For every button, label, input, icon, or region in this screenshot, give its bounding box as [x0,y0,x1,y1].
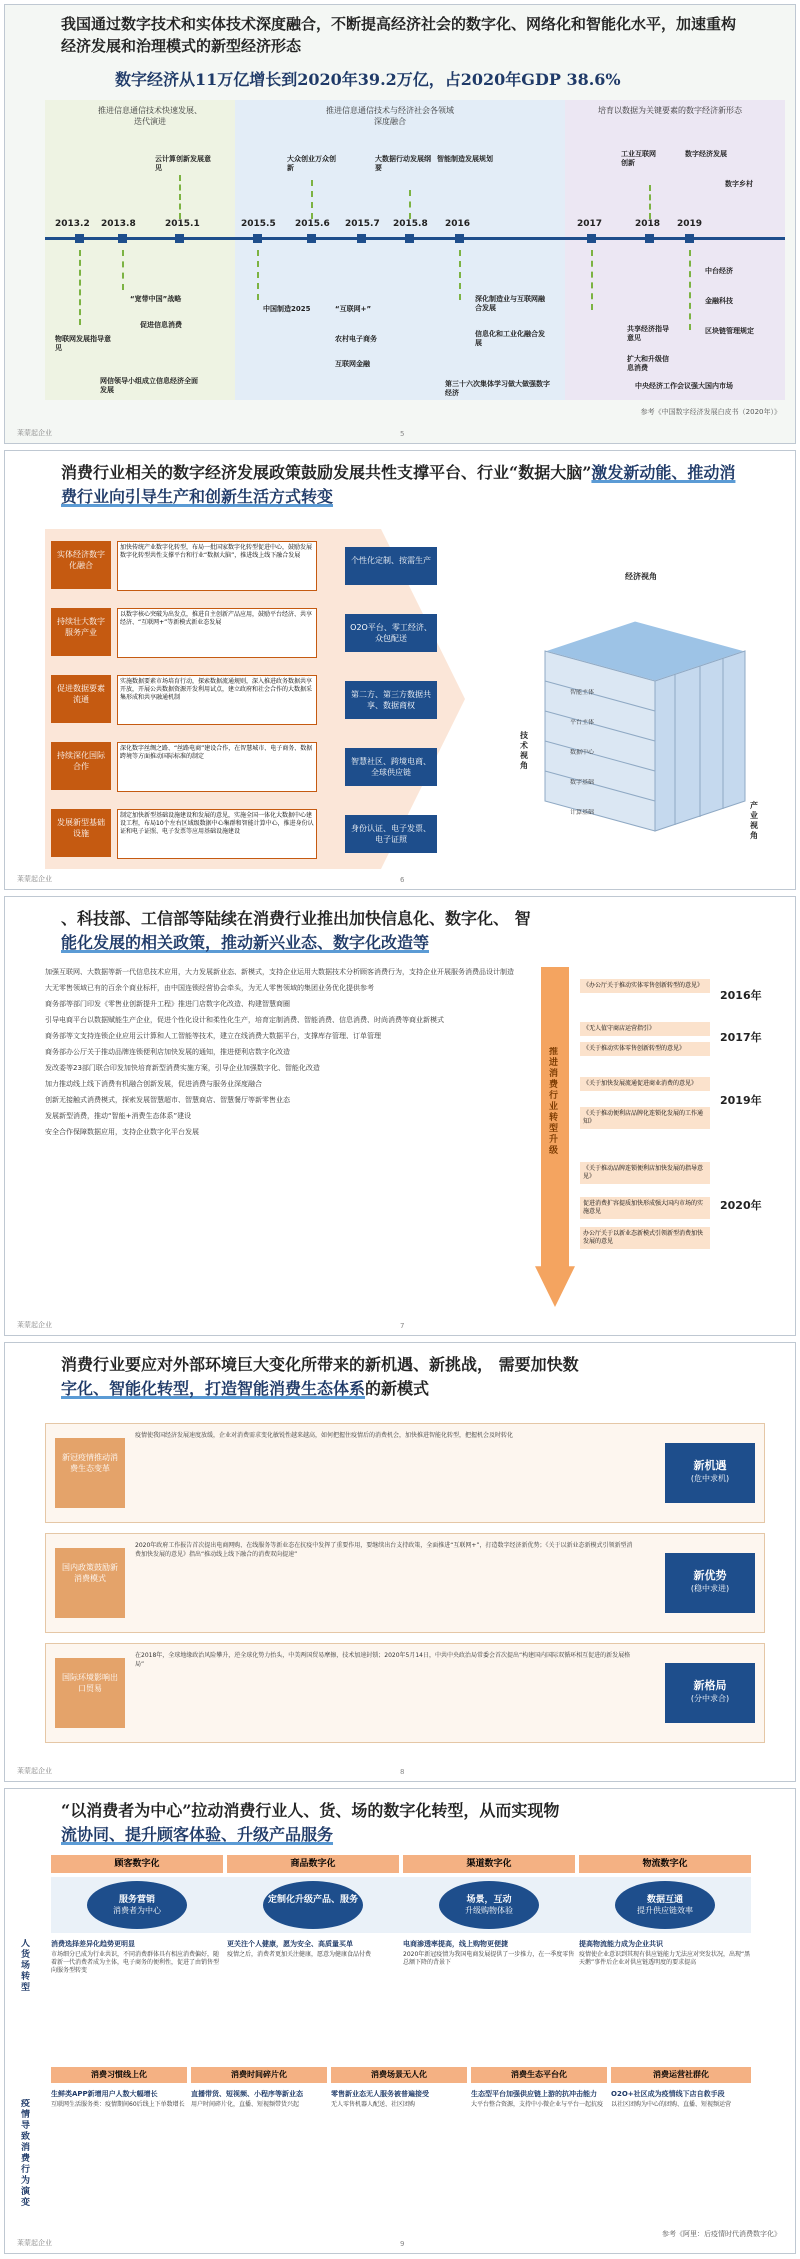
event-label: 工业互联网创新 [621,150,656,167]
event-label: “互联网+” [335,305,372,313]
footer-brand: 莱蒙起企业 [17,1321,52,1329]
digital-cube-diagram [485,541,785,861]
insight-block [227,1939,399,2059]
policy-doc: 《关于推动品牌连锁便利店加快发展的指导意见》 [580,1162,710,1184]
timeline-date: 2015.8 [393,219,428,229]
policy-paragraph: 创新无接触式消费模式，探索发展智慧超市、智慧商店、智慧餐厅等新零售业态 [45,1096,290,1104]
policy-paragraph: 商务部等文支持连锁企业应用云计算和人工智能等技术，建立在线消费大数据平台，支撑库存管理、订单管理 [45,1032,381,1040]
policy-label: 促进数据要素流通 [51,675,111,723]
policy-label: 持续壮大数字服务产业 [51,608,111,656]
title-end: 的新模式 [365,1379,430,1398]
event-label: 数字乡村 [725,180,753,188]
timeline-node [75,234,84,243]
slide2-title [61,461,751,509]
footer-brand: 莱蒙起企业 [17,429,52,437]
behavior-text: 无人零售机器人配送、社区团购 [331,2101,416,2108]
timeline-date: 2018 [635,219,661,229]
behavior-block [611,2089,751,2219]
trend-bar: 消费生态平台化 [471,2067,607,2083]
event-label: 大众创业万众创新 [287,155,336,172]
oval-title: 场景，互动 [466,1895,512,1905]
page-number: 9 [400,2240,405,2248]
event-label: “宽带中国”战略 [130,295,182,303]
policy-paragraph: 发展新型消费，推动“智能+消费生态体系”建设 [45,1112,192,1120]
event-label: 区块链管理规定 [705,327,754,335]
title-highlight: 能化发展的相关政策，推动新兴业态、数字化改造等 [61,933,430,952]
event-label: 第三十六次集体学习做大做强数字经济 [445,380,550,397]
policy-paragraph: 发改委等23部门联合印发加快培育新型消费实施方案，引导企业加强数字化、智能化改造 [45,1064,320,1072]
phase-band-2 [235,100,565,400]
event-label: 金融科技 [705,297,733,305]
oval-sub: 升级购物体验 [465,1906,513,1915]
connector [459,250,461,300]
policy-label: 实体经济数字化融合 [51,541,111,589]
policy-doc: 《关于加快发展流通促进商业消费的意见》 [580,1077,710,1091]
title-highlight: 激发新动能、推动消费行业向引导生产和创新生活方式转变 [61,463,736,506]
timeline-node [587,234,596,243]
trend-bar: 消费场景无人化 [331,2067,467,2083]
timeline-date: 2015.7 [345,219,380,229]
policy-paragraph: 引导电商平台以数据赋能生产企业，促进个性化设计和柔性化生产，培育定制消费、智能消费、信息消费、时尚消费等商业新模式 [45,1016,444,1024]
insight-block [403,1939,575,2059]
connector [409,190,411,219]
column-header: 渠道数字化 [403,1855,575,1873]
side-label: 人货场转型 [21,1939,31,1993]
cube-layer: 平台主体 [570,719,595,726]
footer-brand: 莱蒙起企业 [17,1767,52,1775]
timeline-node [685,234,694,243]
policy-label: 发展新型基础设施 [51,809,111,857]
event-label: 共享经济指导意见 [627,325,669,342]
policy-doc: 促进消费扩容提质加快形成强大国内市场的实施意见 [580,1197,710,1219]
phase-label-3: 培育以数据为关键要素的数字经济新形态 [598,106,742,115]
insight-text: 市场细分已成为行业共识，不同消费群体具有相应消费偏好，随着新一代消费者成为主体，电子商务的便利性，促进了由销售型向服务型转变 [51,1951,220,1974]
connector [122,250,124,290]
oval-node [439,1881,539,1929]
insight-head: 更关注个人健康，愿为安全、高质量买单 [227,1940,353,1948]
policy-doc: 《关于推动实体零售创新转型的意见》 [580,1042,710,1056]
slide4-title [61,1353,751,1401]
outcome-card [665,1663,755,1723]
timeline-axis [45,237,785,240]
policy-outcome: 身份认证、电子发票、电子证照 [345,815,437,853]
driver-text: 疫情使我国经济发展速度放缓，企业对消费需求变化敏锐性越来越高，如何把握住疫情后的消费机会，加快推进智能化转型，把握机会及时转化 [135,1432,514,1439]
phase-label-1: 推进信息通信技术快速发展、迭代演进 [98,106,202,126]
behavior-head: 生态型平台加强供应链上游的抗冲击能力 [471,2090,597,2098]
trend-bar: 消费时间碎片化 [191,2067,327,2083]
policy-text: 深化数字丝绸之路、“丝路电商”建设合作，在智慧城市、电子商务、数据跨境等方面推动国际标准的制定 [117,742,317,792]
footer-brand: 莱蒙起企业 [17,2239,52,2247]
oval-title: 服务营销 [118,1895,155,1905]
column-header: 物流数字化 [579,1855,751,1873]
policy-paragraph: 加力推动线上线下消费有机融合创新发展，促进消费与服务业深度融合 [45,1080,262,1088]
timeline-node [405,234,414,243]
event-label: 信息化和工业化融合发展 [475,330,545,347]
event-label: 农村电子商务 [335,335,377,343]
event-label: 中国制造2025 [263,305,311,313]
policy-doc: 办公厅关于以新业态新模式引领新型消费加快发展的意见 [580,1227,710,1249]
policy-doc: 《办公厅关于推动实体零售创新转型的意见》 [580,979,710,993]
year-label: 2019年 [720,1094,762,1107]
timeline-node [118,234,127,243]
title-highlight: 流协同、提升顾客体验、升级产品服务 [61,1825,334,1844]
timeline-node [357,234,366,243]
page-number: 8 [400,1768,405,1776]
event-label: 网信领导小组成立信息经济全面发展 [100,377,198,394]
title-plain: 、科技部、工信部等陆续在消费行业推出加快信息化、数字化、 智 [61,909,531,928]
policy-text: 实施数据要素市场培育行动，探索数据流通规则，深入推进政务数据共享开放，开展公共数据资源开发利用试点，建立政府和社会合作的大数据采集形成和共享融通机制 [117,675,317,725]
event-label: 中央经济工作会议强大国内市场 [635,382,733,390]
timeline-node [307,234,316,243]
trend-bar: 消费运营社群化 [611,2067,751,2083]
slide3-title [61,907,751,955]
column-header: 顾客数字化 [51,1855,223,1873]
outcome-sub: (稳中求进) [690,1584,730,1593]
driver-label: 新冠疫情推动消费生态变革 [55,1438,125,1508]
cube-layer: 计算基础 [570,809,595,816]
slide-digital-economy-timeline [4,4,796,444]
driver-label: 国内政策鼓励新消费模式 [55,1548,125,1618]
side-label: 疫情导致消费行为演变 [21,2099,31,2208]
cube-layer: 数字基础 [570,779,595,786]
source-note: 参考《中国数字经济发展白皮书（2020年）》 [640,408,781,416]
connector [79,250,81,325]
policy-paragraph: 加强互联网、大数据等新一代信息技术应用，大力发展新业态、新模式，支持企业运用大数据技术分析顾客消费行为，支持企业开展服务消费品设计制造 [45,968,514,976]
timeline-date: 2019 [677,219,703,229]
connector [257,250,259,300]
outcome-sub: (危中求机) [690,1474,730,1483]
oval-sub: 提升供应链效率 [637,1906,693,1915]
cube-layer: 数据中心 [570,749,595,756]
cube-axis-label: 经济视角 [625,572,657,581]
insight-head: 提高物流能力成为企业共识 [579,1940,663,1948]
oval-title: 数据互通 [646,1895,683,1905]
slide-consumer-policies [4,896,796,1336]
behavior-text: 以社区团购为中心的团购、直播、短视频运营 [611,2101,732,2108]
event-label: 物联网发展指导意见 [55,335,111,352]
footer-brand: 莱蒙起企业 [17,875,52,883]
phase-band-1 [45,100,235,400]
cube-axis-label: 产业视角 [750,801,758,840]
cube-axis-label: 技术视角 [520,731,528,770]
page-number: 7 [400,1322,405,1330]
policy-outcome: 个性化定制、按需生产 [345,547,437,585]
behavior-head: 直播带货、短视频、小程序等新业态 [191,2090,303,2098]
behavior-text: 用户时间碎片化，直播、短视频带货兴起 [191,2101,300,2108]
behavior-text: 大平台整合资源，支持中小微企业与平台一起抗疫 [471,2101,604,2108]
insight-head: 消费选择差异化趋势更明显 [51,1940,135,1948]
policy-text: 以数字核心突破为出发点，推进自主创新产品应用，鼓励平台经济、共享经济、“互联网+”等新模式新业态发展 [117,608,317,658]
outcome-sub: (分中求合) [690,1694,730,1703]
policy-paragraph: 安全合作保障数据应用，支持企业数字化平台发展 [45,1128,199,1136]
behavior-block [191,2089,327,2219]
page-number: 5 [400,430,405,438]
outcome-title: 新格局 [693,1679,727,1692]
event-label: 智能制造发展规划 [437,155,493,163]
outcome-title: 新优势 [693,1569,727,1582]
event-label: 中台经济 [705,267,733,275]
year-label: 2016年 [720,989,762,1002]
timeline-date: 2015.5 [241,219,276,229]
insight-block [579,1939,751,2059]
behavior-block [331,2089,467,2219]
policy-outcome: O2O平台、零工经济、众包配送 [345,614,437,652]
policy-label: 持续深化国际合作 [51,742,111,790]
arrow-label: 推进消费行业转型升级 [549,1047,559,1156]
insight-head: 电商渗透率提高，线上购物更便捷 [403,1940,508,1948]
insight-block [51,1939,223,2059]
slide1-subtitle: 数字经济从11万亿增长到2020年39.2万亿，占2020年GDP 38.6% [115,70,621,89]
behavior-head: 零售新业态无人服务被普遍接受 [331,2090,429,2098]
outcome-card [665,1443,755,1503]
policy-outcome: 第二方、第三方数据共享、数据商权 [345,681,437,719]
behavior-block [471,2089,607,2219]
oval-title: 定制化升级产品、服务 [267,1895,358,1905]
slide-consumer-centric [4,1788,796,2254]
oval-node [263,1881,363,1929]
timeline-date: 2013.2 [55,219,90,229]
timeline-date: 2016 [445,219,471,229]
outcome-card [665,1553,755,1613]
insight-text: 疫情之后，消费者更加关注健康，愿意为健康食品付费 [227,1951,372,1958]
policy-paragraph: 大无零售领域已有的百余个商业标杆，由中国连锁经营协会牵头，为无人零售领域的集团业务优化提供参考 [45,984,374,992]
timeline-date: 2013.8 [101,219,136,229]
timeline-date: 2015.1 [165,219,200,229]
policy-paragraph: 商务部等部门印发《零售业创新提升工程》推进门店数字化改造、构建智慧商圈 [45,1000,290,1008]
behavior-block [51,2089,187,2219]
behavior-text: 互联网生活服务类：疫情期间60后线上下单数增长 [51,2101,185,2108]
connector [689,250,691,330]
policy-doc: 《关于推动便利店品牌化连锁化发展的工作通知》 [580,1107,710,1129]
title-plain: 消费行业相关的数字经济发展政策鼓励发展共性支撑平台、行业“数据大脑” [61,463,592,482]
connector [649,185,651,219]
timeline-node [645,234,654,243]
driver-text: 在2018年，全球地缘政治风险攀升，逆全球化势力抬头，中美两国贸易摩擦，技术加速封锁；2020年5月14日，中共中央政治局常委会首次提出“构建国内国际双循环相互促进的新发展格局” [135,1652,631,1668]
year-label: 2020年 [720,1199,762,1212]
slide1-title: 我国通过数字技术和实体技术深度融合，不断提高经济社会的数字化、网络化和智能化水平，加速重构经济发展和治理模式的新型经济形态 [61,15,737,55]
policy-outcome: 智慧社区、跨境电商、全球供应链 [345,748,437,786]
policy-text: 制定加快新型基础设施建设和发展的意见，实施全国一体化大数据中心建设工程，布局10个左右区域级数据中心集群和智能计算中心，推进身份认证和电子证照、电子发票等应用基础设施建设 [117,809,317,859]
title-highlight: 字化、智能化转型，打造智能消费生态体系 [61,1379,366,1398]
driver-label: 国际环境影响出口贸易 [55,1658,125,1728]
behavior-head: 生鲜类APP新增用户人数大幅增长 [51,2090,158,2098]
timeline-date: 2017 [577,219,603,229]
title-plain: “以消费者为中心”拉动消费行业人、货、场的数字化转型，从而实现物 [61,1801,560,1820]
event-label: 数字经济发展 [685,150,727,158]
phase-band-3 [565,100,785,400]
slide5-title [61,1799,751,1847]
trend-bar: 消费习惯线上化 [51,2067,187,2083]
driver-text: 2020年政府工作报告首次提出电商网购、在线服务等新业态在抗疫中发挥了重要作用，要继续出台支持政策，全面推进“互联网+”，打造数字经济新优势；《关于以新业态新模式引领新型消费加快发展的意见》指出“推动线上线下融合的消费双向提速” [135,1542,633,1558]
event-label: 扩大和升级信息消费 [627,355,669,372]
timeline-node [253,234,262,243]
phase-label-2: 推进信息通信技术与经济社会各领域深度融合 [326,106,454,126]
policy-paragraphs [45,967,525,1307]
event-label: 深化制造业与互联网融合发展 [475,295,545,312]
page-number: 6 [400,876,405,884]
insight-text: 2020年新冠疫情为我国电商发展提供了一步推力，在一季度零售总额下降的背景下 [403,1951,575,1966]
year-label: 2017年 [720,1031,762,1044]
timeline-node [175,234,184,243]
outcome-title: 新机遇 [693,1459,727,1472]
slide-policy-platforms [4,450,796,890]
oval-node [87,1881,187,1929]
event-label: 互联网金融 [335,360,370,368]
cube-layer: 智能主体 [570,689,595,696]
oval-sub: 消费者为中心 [113,1906,161,1915]
insight-text: 疫情使企业意识到其现有供应链能力无法应对突发状况，出现“黑天鹅”事件后企业对供应链透明度的要求提高 [579,1951,751,1966]
policy-paragraph: 商务部办公厅关于推动品牌连锁便利店加快发展的通知，推进便利店数字化改造 [45,1048,290,1056]
timeline-date: 2015.6 [295,219,330,229]
event-label: 大数据行动发展纲要 [375,155,431,172]
policy-text: 加快传统产业数字化转型，布局一批国家数字化转型促进中心，鼓励发展数字化转型共性支撑平台和行业“数据大脑”，推进线上线下融合发展 [117,541,317,591]
column-header: 商品数字化 [227,1855,399,1873]
oval-node [615,1881,715,1929]
timeline-node [455,234,464,243]
behavior-head: O2O+社区成为疫情线下店自救手段 [611,2090,725,2098]
title-plain: 消费行业要应对外部环境巨大变化所带来的新机遇、新挑战， 需要加快数 [61,1355,579,1374]
connector [591,250,593,310]
connector [311,180,313,219]
slide-new-opportunities [4,1342,796,1782]
source-note: 参考《阿里：后疫情时代消费数字化》 [662,2230,781,2238]
event-label: 云计算创新发展意见 [155,155,211,172]
event-label: 促进信息消费 [140,321,182,329]
connector [179,175,181,219]
policy-doc: 《无人值守商店运营指引》 [580,1022,710,1036]
